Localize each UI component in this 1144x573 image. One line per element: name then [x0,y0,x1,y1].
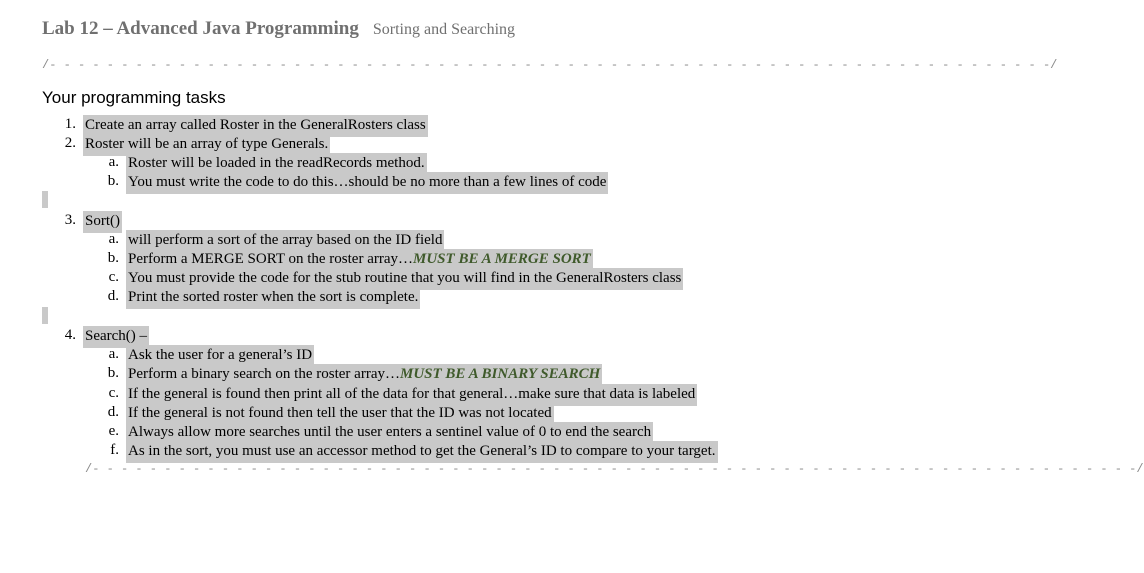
task-number: 3. [64,212,76,228]
subtask-label: b. [107,250,119,266]
subtask-label: f. [110,442,119,458]
subtask-text: Ask the user for a general’s ID [126,345,314,367]
document-header [42,18,515,40]
lab-subtitle: Sorting and Searching [372,21,516,38]
subtask-text: Print the sorted roster when the sort is complete. [126,287,420,309]
subtask-text: If the general is found then print all of the data for that general…make sure that data is labeled [126,384,697,406]
subtask-label: b. [107,173,119,189]
subtask-label: c. [108,269,119,285]
subtask-label: e. [108,423,119,439]
subtask-label: a. [108,154,119,170]
subtask-text: You must write the code to do this…should be no more than a few lines of code [126,172,608,194]
task-number: 4. [64,327,76,343]
task-number: 1. [64,116,76,132]
subtask-text: Always allow more searches until the user enters a sentinel value of 0 to end the search [126,422,653,444]
paragraph-marker [42,307,48,324]
subtask-text: As in the sort, you must use an accessor method to get the General’s ID to compare to your target. [126,441,718,463]
subtask-text: Roster will be loaded in the readRecords method. [126,153,427,175]
top-divider: /- - - - - - - - - - - - - - - - - - - - - - - - - - - - - - - - - - - - - - - - - - - - - - - - - - - - - - - - - - - - - - - - - - - - - -/ [42,58,1058,72]
subtask-label: a. [108,346,119,362]
bottom-divider: /- - - - - - - - - - - - - - - - - - - - - - - - - - - - - - - - - - - - - - - - - - - - - - - - - - - - - - - - - - - - - - - - - - - - - - - - -/ [85,462,1144,476]
subtask-label: d. [107,404,119,420]
task-text: Create an array called Roster in the GeneralRosters class [83,115,428,137]
task-number: 2. [64,135,76,151]
subtask-label: d. [107,288,119,304]
paragraph-marker [42,191,48,208]
emphasis-text: MUST BE A MERGE SORT [413,251,591,267]
subtask-label: a. [108,231,119,247]
task-text: Sort() [83,211,122,233]
subtask-text [126,364,602,386]
subtask-text: You must provide the code for the stub routine that you will find in the GeneralRosters class [126,268,683,290]
task-text: Roster will be an array of type Generals. [83,134,330,156]
subtask-text: will perform a sort of the array based on the ID field [126,230,444,252]
lab-title: Lab 12 – Advanced Java Programming [42,18,359,39]
subtask-text-main: Perform a binary search on the roster array… [128,366,400,382]
emphasis-text: MUST BE A BINARY SEARCH [399,366,601,382]
task-text: Search() – [83,326,149,348]
subtask-label: b. [107,365,119,381]
subtask-text-main: Perform a MERGE SORT on the roster array… [128,251,414,267]
subtask-label: c. [108,385,119,401]
section-heading: Your programming tasks [42,88,226,107]
subtask-text: If the general is not found then tell the user that the ID was not located [126,403,554,425]
